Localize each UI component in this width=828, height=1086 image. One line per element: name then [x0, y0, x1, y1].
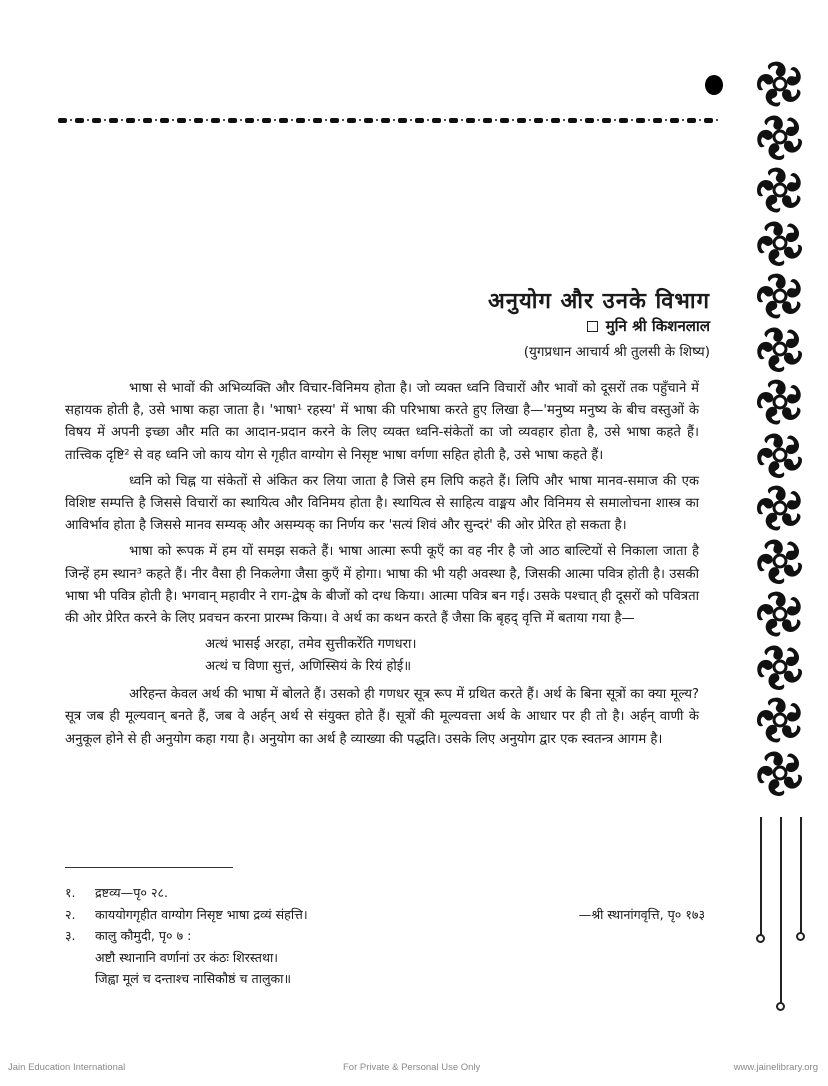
footer-website-link[interactable]: www.jainelibrary.org [733, 1062, 818, 1073]
footnote-number: २. [65, 906, 76, 922]
paisley-medallion-icon [754, 747, 806, 799]
page-footer [0, 1062, 828, 1078]
article-title: अनुयोग और उनके विभाग [488, 289, 710, 314]
verse-line: अत्थं भासई अरहा, तमेव सुत्तीकरेंति गणधरा। [205, 637, 417, 653]
paisley-medallion-icon [754, 429, 806, 481]
footnote-number: ३. [65, 928, 76, 943]
footnote-text: कालु कौमुदी, पृ० ७ : [95, 928, 192, 943]
paisley-medallion-icon [754, 270, 806, 322]
paisley-medallion-icon [754, 164, 806, 216]
paisley-medallion-icon [754, 217, 806, 269]
footnotes [65, 882, 705, 990]
footnote-text: द्रष्टव्य—पृ० २८. [95, 885, 169, 900]
stem-line-center [780, 817, 782, 1003]
dotted-rule-divider [58, 117, 720, 123]
quoted-verse [65, 634, 699, 678]
paragraph: भाषा को रूपक में हम यों समझ सकते हैं। भाषा आत्मा रूपी कूएँ का वह नीर है जो आठ बाल्टियों से निकाला जाता है जिन्हें हम स्थान³ कहते हैं। नीर वैसा ही निकलेगा जैसा कुएँ में होगा। भाषा की भी यही अवस्था है, जिसकी आत्मा पवित्र होती है। उसकी भाषा भी पवित्र होती है। भगवान् महावीर ने राग-द्वेष के बीजों को दग्ध किया। आत्मा पवित्र बन गई। उसके पश्चात् ही दूसरों को पवित्रता की ओर प्रेरित करने के लिए प्रवचन करना प्रारम्भ किया। वे अर्थ का कथन करते हैं जैसा कि बृहद् वृत्ति में बताया गया है— [65, 544, 699, 627]
border-stems-ornament [760, 817, 820, 1017]
paisley-medallion-icon [754, 588, 806, 640]
paragraph: भाषा से भावों की अभिव्यक्ति और विचार-विनिमय होता है। जो व्यक्त ध्वनि विचारों और भावों को दूसरों तक पहुँचाने में सहायक होती है, उसे भाषा कहा जाता है। 'भाषा¹ रहस्य' में भाषा की परिभाषा करते हुए लिखा है—'मनुष्य मनुष्य के बीच वस्तुओं के विषय में अपनी इच्छा और मति का आदान-प्रदान करने के लिए व्यक्त ध्वनि-संकेतों का जो व्यवहार होता है, उसे भाषा कहते हैं। तात्त्विक दृष्टि² से वह ध्वनि जो काय योग से गृहीत वाग्योग से निसृष्ट भाषा वर्गणा सहित होती है, उसे भाषा कहते हैं। [65, 381, 699, 463]
footnote-verse-line: अष्टौ स्थानानि वर्णानां उर कंठः शिरस्तथा। [95, 949, 279, 965]
footer-usage-note: For Private & Personal Use Only [343, 1062, 481, 1073]
footnote-item [65, 925, 705, 947]
paisley-medallion-icon [754, 111, 806, 163]
paragraph: अरिहन्त केवल अर्थ की भाषा में बोलते हैं। उसको ही गणधर सूत्र रूप में ग्रथित करते हैं। अर्थ के बिना सूत्रों का क्या मूल्य? सूत्र जब ही मूल्यवान् बनते हैं, जब वे अर्हन् अर्थ से संयुक्त होते हैं। सूत्रों की मूल्यवत्ता अर्थ के आधार पर ही तो है। अर्हन् वाणी के अनुकूल होने से ही अनुयोग कहा गया है। अनुयोग का अर्थ है व्याख्या की पद्धति। उसके लिए अनुयोग द्वार एक स्वतन्त्र आगम है। [65, 687, 699, 747]
footnote-number: १. [65, 885, 76, 900]
paragraph: ध्वनि को चिह्न या संकेतों से अंकित कर लिया जाता है जिसे हम लिपि कहते हैं। लिपि और भाषा मानव-समाज की एक विशिष्ट सम्पत्ति है जिससे विचारों का स्थायित्व और विनिमय होता है। स्थायित्व से साहित्य वाङ्मय और विनिमय से समालोचना शास्त्र का आविर्भाव होता है जिससे मानव सम्यक् और असम्यक् का निर्णय कर 'सत्यं शिवं और सुन्दरं' की ओर प्रेरित हो सकता है। [65, 473, 699, 534]
footer-publisher: Jain Education International [8, 1062, 126, 1073]
paisley-medallion-icon [754, 58, 806, 110]
footnote-verse-line: जिह्वा मूलं च दन्ताश्च नासिकौष्ठं च तालुका॥ [95, 971, 291, 986]
paisley-medallion-icon [754, 694, 806, 746]
paisley-medallion-icon [754, 482, 806, 534]
bullet-dot-icon [705, 75, 723, 95]
author-affiliation: (युगप्रधान आचार्य श्री तुलसी के शिष्य) [523, 344, 710, 360]
article-author [470, 316, 710, 336]
footnote-separator [65, 867, 233, 868]
stem-ring-center-icon [776, 1002, 785, 1011]
footnote-item [65, 882, 705, 904]
ornamental-border-right [750, 58, 810, 818]
paisley-medallion-icon [754, 535, 806, 587]
verse-line: अत्थं च विणा सुत्तं, अणिस्सियं के रियं होई॥ [205, 659, 412, 675]
square-bullet-icon [587, 321, 598, 332]
stem-ring-left-icon [756, 934, 765, 943]
footnote-item [65, 904, 705, 926]
article-body [65, 378, 699, 755]
footnote-source: —श्री स्थानांगवृत्ति, पृ० १७३ [578, 906, 705, 922]
paisley-medallion-icon [754, 323, 806, 375]
stem-line-right [800, 817, 802, 933]
footnote-text: काययोगगृहीत वाग्योग निसृष्ट भाषा द्रव्यं संहत्ति। [95, 906, 308, 922]
stem-ring-right-icon [796, 932, 805, 941]
stem-line-left [760, 817, 762, 935]
author-name: मुनि श्री किशनलाल [605, 317, 710, 335]
paisley-medallion-icon [754, 376, 806, 428]
paisley-medallion-icon [754, 641, 806, 693]
